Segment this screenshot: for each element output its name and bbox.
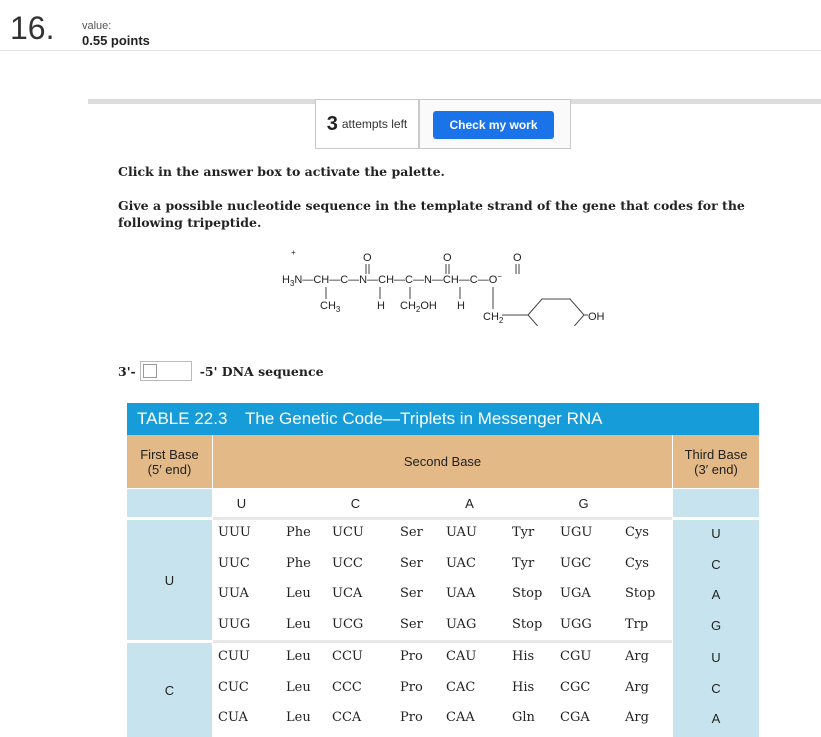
second-base-g: G xyxy=(578,495,589,511)
amino-acid: Phe xyxy=(286,525,311,540)
check-work-container xyxy=(419,99,571,149)
amino-acid: Phe xyxy=(286,556,311,571)
amino-acid: Pro xyxy=(400,680,423,695)
third-base-letter: A xyxy=(711,586,721,602)
codon-triplet: UUC xyxy=(218,556,250,571)
amino-acid: Ser xyxy=(400,586,423,601)
carbonyl-o-3: O xyxy=(513,252,522,264)
amino-acid: Ser xyxy=(400,617,423,632)
amino-acid: Leu xyxy=(286,710,311,725)
amino-acid: Pro xyxy=(400,710,423,725)
codon-triplet: CAC xyxy=(446,680,476,695)
ch3-group: $CH_3$ xyxy=(320,300,341,314)
oh-group: OH xyxy=(588,311,605,323)
second-base-a: A xyxy=(465,495,474,511)
points-value: 0.55 points xyxy=(82,33,150,48)
codon-triplet: CGA xyxy=(560,710,590,725)
codon-triplet: UAU xyxy=(446,525,477,540)
divider xyxy=(0,50,821,51)
codon-triplet: UCG xyxy=(332,617,364,632)
codon-triplet: CCA xyxy=(332,710,362,725)
second-base-header: Second Base xyxy=(213,435,672,488)
codon-triplet: CUA xyxy=(218,710,248,725)
table-title-bar xyxy=(127,403,759,435)
ch2oh-group: $CH_2OH$ xyxy=(400,300,437,314)
third-base-letter: C xyxy=(711,680,721,696)
amino-acid: Tyr xyxy=(512,525,535,540)
codon-triplet: UAG xyxy=(446,617,477,632)
codon-triplet: UGC xyxy=(560,556,592,571)
tripeptide-structure xyxy=(280,246,620,326)
ch2-group: $CH_2$ xyxy=(483,311,504,325)
charge-plus: + xyxy=(291,248,296,257)
first-base-header: First Base (5′ end) xyxy=(127,435,212,488)
corner-cell xyxy=(127,489,212,517)
attempts-label: attempts left xyxy=(341,117,408,131)
third-base-letter: U xyxy=(711,525,721,541)
codon-triplet: UCU xyxy=(332,525,364,540)
table-title: The Genetic Code—Triplets in Messenger RNA xyxy=(245,409,603,428)
carbonyl-o-2: O xyxy=(443,252,452,264)
codon-triplet: UUA xyxy=(218,586,249,601)
first-base-u: U xyxy=(127,520,212,640)
amino-acid: His xyxy=(512,649,535,664)
amino-acid: Ser xyxy=(400,556,423,571)
amino-acid: Leu xyxy=(286,680,311,695)
codon-triplet: UGU xyxy=(560,525,593,540)
codon-triplet: CAA xyxy=(446,710,475,725)
amino-acid: Cys xyxy=(625,556,649,571)
codon-triplet: UUU xyxy=(218,525,251,540)
dna-prefix: 3'- xyxy=(118,363,136,379)
amino-acid: His xyxy=(512,680,535,695)
codon-triplet: UCA xyxy=(332,586,363,601)
codon-triplet: UAC xyxy=(446,556,476,571)
answer-cursor-box xyxy=(143,364,157,378)
table-number: TABLE 22.3 xyxy=(137,409,228,428)
amino-acid: Stop xyxy=(512,586,543,601)
codon-triplet: UGG xyxy=(560,617,592,632)
amino-acid: Cys xyxy=(625,525,649,540)
codon-triplet: CGC xyxy=(560,680,591,695)
amino-acid: Arg xyxy=(625,710,649,725)
instruction-palette: Click in the answer box to activate the palette. xyxy=(118,164,445,179)
backbone-text: $H_3N—CH—C—N—CH—C—N—CH—C—O^-$ xyxy=(282,272,502,288)
dna-answer-row xyxy=(118,361,324,381)
second-base-c: C xyxy=(350,495,361,511)
amino-acid: Stop xyxy=(512,617,543,632)
attempts-left xyxy=(315,99,419,149)
amino-acid: Stop xyxy=(625,586,656,601)
third-base-letter: A xyxy=(711,710,721,726)
codon-triplet: UCC xyxy=(332,556,363,571)
amino-acid: Leu xyxy=(286,617,311,632)
row-divider xyxy=(213,517,672,520)
amino-acid: Pro xyxy=(400,649,423,664)
amide-h-2: H xyxy=(457,300,465,312)
amino-acid: Trp xyxy=(625,617,649,632)
amino-acid: Leu xyxy=(286,586,311,601)
codon-triplet: UGA xyxy=(560,586,591,601)
codon-triplet: CCU xyxy=(332,649,363,664)
amino-acid: Ser xyxy=(400,525,423,540)
codon-triplet: CCC xyxy=(332,680,362,695)
first-base-c: C xyxy=(127,643,212,737)
amino-acid: Leu xyxy=(286,649,311,664)
row-divider xyxy=(213,640,672,643)
third-base-letter: C xyxy=(711,556,721,572)
carbonyl-o-1: O xyxy=(363,252,372,264)
dna-suffix: -5' DNA sequence xyxy=(199,363,324,379)
codon-triplet: UUG xyxy=(218,617,251,632)
corner-cell xyxy=(673,489,759,517)
codon-triplet: CGU xyxy=(560,649,592,664)
codon-triplet: CUU xyxy=(218,649,250,664)
third-base-letter: G xyxy=(710,617,722,633)
instruction-question: Give a possible nucleotide sequence in the template strand of the gene that codes for the following tripeptide. xyxy=(118,198,745,230)
dna-answer-input[interactable] xyxy=(140,361,192,381)
third-base-letter: U xyxy=(711,649,721,665)
second-base-u: U xyxy=(236,495,247,511)
amino-acid: Tyr xyxy=(512,556,535,571)
value-label: value: xyxy=(82,20,112,32)
amide-h-1: H xyxy=(377,300,385,312)
question-number: 16. xyxy=(10,10,55,46)
codon-triplet: CAU xyxy=(446,649,477,664)
amino-acid: Arg xyxy=(625,649,649,664)
third-base-header: Third Base (3′ end) xyxy=(673,435,759,488)
check-my-work-button[interactable]: Check my work xyxy=(433,111,554,139)
codon-triplet: CUC xyxy=(218,680,249,695)
attempts-count: 3 xyxy=(326,112,338,135)
amino-acid: Gln xyxy=(512,710,535,725)
amino-acid: Arg xyxy=(625,680,649,695)
codon-triplet: UAA xyxy=(446,586,476,601)
